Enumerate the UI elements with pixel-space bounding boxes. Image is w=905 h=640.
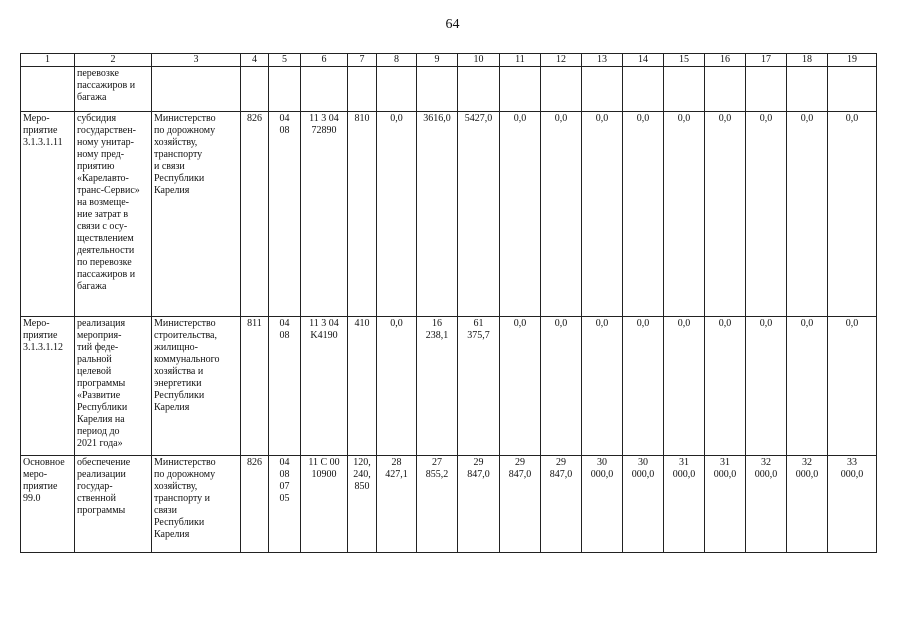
grbs-code-cell	[241, 67, 269, 112]
table-row	[21, 67, 877, 112]
amount-cell: 0,0	[582, 112, 623, 317]
amount-cell: 0,0	[787, 317, 828, 456]
section-code-cell: 04 08	[269, 317, 301, 456]
amount-cell: 33 000,0	[828, 456, 877, 553]
amount-cell: 29 847,0	[541, 456, 582, 553]
amount-cell: 31 000,0	[705, 456, 746, 553]
amount-cell: 31 000,0	[664, 456, 705, 553]
column-number: 9	[417, 54, 458, 67]
amount-cell: 0,0	[623, 317, 664, 456]
column-number: 15	[664, 54, 705, 67]
column-number: 12	[541, 54, 582, 67]
measure-code-cell: Меро- приятие 3.1.3.1.11	[21, 112, 75, 317]
amount-cell: 16 238,1	[417, 317, 458, 456]
amount-cell: 29 847,0	[500, 456, 541, 553]
column-number: 18	[787, 54, 828, 67]
amount-cell: 0,0	[705, 317, 746, 456]
expense-type-cell: 410	[348, 317, 377, 456]
amount-cell: 0,0	[746, 112, 787, 317]
amount-cell: 0,0	[377, 317, 417, 456]
section-code-cell: 04 08	[269, 112, 301, 317]
amount-cell	[417, 67, 458, 112]
amount-cell	[828, 67, 877, 112]
measure-description-cell: перевозке пассажиров и багажа	[75, 67, 152, 112]
executor-cell: Министерство по дорожному хозяйству, транспорту и связи Республики Карелия	[152, 456, 241, 553]
amount-cell: 0,0	[705, 112, 746, 317]
amount-cell	[582, 67, 623, 112]
amount-cell	[787, 67, 828, 112]
expense-type-cell: 120, 240, 850	[348, 456, 377, 553]
amount-cell: 0,0	[500, 317, 541, 456]
amount-cell	[746, 67, 787, 112]
grbs-code-cell: 826	[241, 456, 269, 553]
target-article-cell: 11 С 00 10900	[301, 456, 348, 553]
measure-description-cell: реализация мероприя- тий феде- ральной целевой программы «Развитие Республики Карелия на период до 2021 года»	[75, 317, 152, 456]
table-row	[21, 317, 877, 456]
column-number: 7	[348, 54, 377, 67]
column-number: 14	[623, 54, 664, 67]
expense-type-cell	[348, 67, 377, 112]
executor-cell: Министерство строительства, жилищно- коммунального хозяйства и энергетики Республики Карелия	[152, 317, 241, 456]
amount-cell: 0,0	[828, 317, 877, 456]
column-number: 2	[75, 54, 152, 67]
executor-cell	[152, 67, 241, 112]
budget-table	[20, 53, 877, 553]
amount-cell: 0,0	[582, 317, 623, 456]
grbs-code-cell: 826	[241, 112, 269, 317]
amount-cell: 0,0	[787, 112, 828, 317]
amount-cell	[705, 67, 746, 112]
column-number: 6	[301, 54, 348, 67]
amount-cell: 61 375,7	[458, 317, 500, 456]
amount-cell: 5427,0	[458, 112, 500, 317]
amount-cell	[541, 67, 582, 112]
measure-code-cell: Меро- приятие 3.1.3.1.12	[21, 317, 75, 456]
column-number: 17	[746, 54, 787, 67]
amount-cell: 0,0	[541, 112, 582, 317]
section-code-cell: 04 08 07 05	[269, 456, 301, 553]
amount-cell: 0,0	[623, 112, 664, 317]
amount-cell	[500, 67, 541, 112]
column-number: 11	[500, 54, 541, 67]
amount-cell: 3616,0	[417, 112, 458, 317]
amount-cell: 0,0	[500, 112, 541, 317]
amount-cell: 32 000,0	[787, 456, 828, 553]
table-row	[21, 456, 877, 553]
column-number: 13	[582, 54, 623, 67]
column-number: 19	[828, 54, 877, 67]
column-number: 8	[377, 54, 417, 67]
amount-cell: 0,0	[828, 112, 877, 317]
amount-cell	[623, 67, 664, 112]
amount-cell	[458, 67, 500, 112]
amount-cell: 0,0	[746, 317, 787, 456]
column-number: 3	[152, 54, 241, 67]
column-number: 4	[241, 54, 269, 67]
target-article-cell	[301, 67, 348, 112]
target-article-cell: 11 3 04 K4190	[301, 317, 348, 456]
measure-description-cell: обеспечение реализации государ- ственной программы	[75, 456, 152, 553]
measure-code-cell	[21, 67, 75, 112]
column-number-row	[21, 54, 877, 67]
amount-cell: 0,0	[541, 317, 582, 456]
amount-cell	[377, 67, 417, 112]
amount-cell: 30 000,0	[582, 456, 623, 553]
amount-cell: 28 427,1	[377, 456, 417, 553]
amount-cell: 29 847,0	[458, 456, 500, 553]
amount-cell	[664, 67, 705, 112]
amount-cell: 27 855,2	[417, 456, 458, 553]
table-row	[21, 112, 877, 317]
column-number: 10	[458, 54, 500, 67]
amount-cell: 32 000,0	[746, 456, 787, 553]
column-number: 1	[21, 54, 75, 67]
column-number: 5	[269, 54, 301, 67]
page-number: 64	[445, 17, 460, 32]
measure-code-cell: Основное меро- приятие 99.0	[21, 456, 75, 553]
grbs-code-cell: 811	[241, 317, 269, 456]
amount-cell: 0,0	[664, 112, 705, 317]
executor-cell: Министерство по дорожному хозяйству, транспорту и связи Республики Карелия	[152, 112, 241, 317]
expense-type-cell: 810	[348, 112, 377, 317]
amount-cell: 0,0	[377, 112, 417, 317]
amount-cell: 0,0	[664, 317, 705, 456]
column-number: 16	[705, 54, 746, 67]
measure-description-cell: субсидия государствен- ному унитар- ному пред- приятию «Карелавто- транс-Сервис» на возмеще- ние затрат в связи с осу- ществлением деятельности по перевозке пассажиров и багажа	[75, 112, 152, 317]
section-code-cell	[269, 67, 301, 112]
target-article-cell: 11 3 04 72890	[301, 112, 348, 317]
amount-cell: 30 000,0	[623, 456, 664, 553]
